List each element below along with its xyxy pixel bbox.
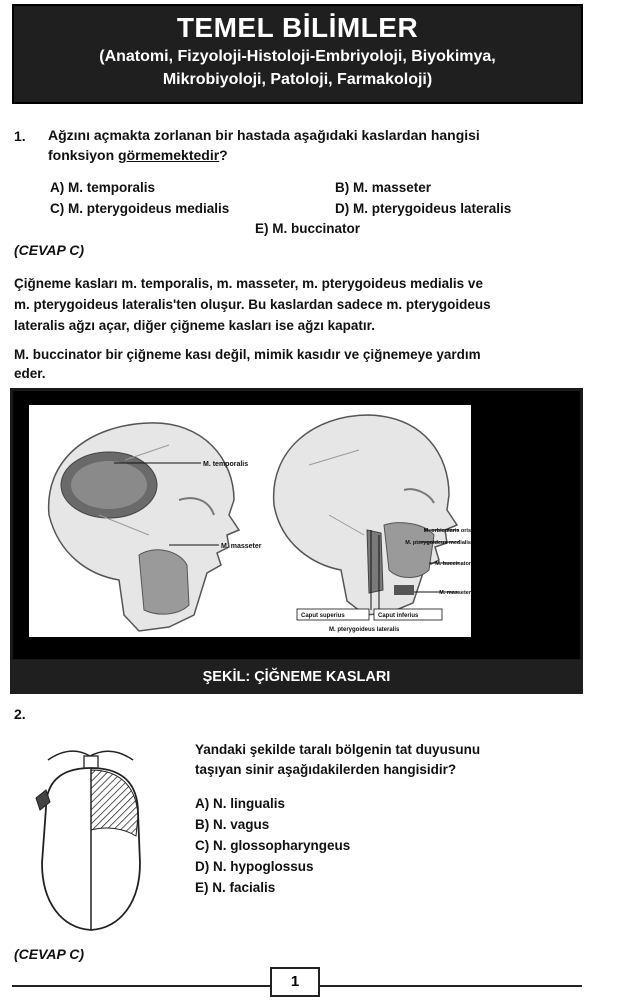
q2-option-a: A) N. lingualis — [195, 796, 286, 811]
q2-option-b: B) N. vagus — [195, 817, 270, 832]
q2-option-c: C) N. glossopharyngeus — [195, 838, 351, 853]
skull-illustration — [29, 405, 471, 637]
q1-answer: (CEVAP C) — [14, 242, 84, 258]
footer-line-right — [320, 985, 582, 987]
footer-line-left — [12, 985, 270, 987]
q1-option-d: D) M. pterygoideus lateralis — [335, 201, 512, 216]
label-masseter-right: M. masseter — [439, 590, 471, 596]
label-orbicularis: M. orbicularis oris — [423, 528, 471, 534]
q1-explanation-1-line-2: m. pterygoideus lateralis'ten oluşur. Bu kaslardan sadece m. pterygoideus — [14, 297, 491, 312]
q1-option-e: E) M. buccinator — [255, 221, 361, 236]
q2-option-d: D) N. hypoglossus — [195, 859, 314, 874]
q1-option-b: B) M. masseter — [335, 180, 432, 195]
figure-chewing-muscles — [10, 388, 583, 662]
q2-option-e: E) N. facialis — [195, 880, 276, 895]
q1-option-a: A) M. temporalis — [50, 180, 156, 195]
label-pterygoideus-medialis: M. pterygoideus medialis — [405, 540, 471, 546]
q1-option-c: C) M. pterygoideus medialis — [50, 201, 230, 216]
page-number: 1 — [270, 967, 320, 997]
header-banner — [12, 4, 583, 104]
subtitle-line-2: Mikrobiyoloji, Patoloji, Farmakoloji) — [162, 71, 433, 88]
label-temporalis: M. temporalis — [203, 461, 249, 468]
q1-explanation-2-line-1: M. buccinator bir çiğneme kası değil, mimik kasıdır ve çiğnemeye yardım — [14, 347, 481, 362]
label-buccinator: M. buccinator — [435, 561, 471, 567]
q1-explanation-1-line-1: Çiğneme kasları m. temporalis, m. masseter, m. pterygoideus medialis ve — [14, 276, 483, 291]
label-masseter-left: M. masseter — [221, 543, 262, 550]
tongue-diagram — [28, 738, 158, 938]
page-title: TEMEL BİLİMLER — [176, 12, 419, 43]
question-1-text-pre: fonksiyon — [48, 147, 119, 163]
label-caput-inferius: Caput inferius — [378, 613, 419, 619]
label-pterygoideus-lateralis: M. pterygoideus lateralis — [329, 627, 400, 633]
q1-explanation-1-line-3: lateralis ağzı açar, diğer çiğneme kasları ise ağzı kapatır. — [14, 318, 375, 333]
question-1-text-line-1: Ağzını açmakta zorlanan bir hastada aşağıdaki kaslardan hangisi — [48, 127, 480, 143]
label-caput-superius: Caput superius — [301, 613, 345, 619]
q2-answer: (CEVAP C) — [14, 946, 84, 962]
question-1-text-line-2 — [48, 145, 228, 165]
right-skull-drawing — [274, 415, 457, 615]
figure-caption: ŞEKİL: ÇİĞNEME KASLARI — [10, 660, 583, 694]
figure-illustration — [29, 405, 471, 637]
subtitle-line-1: (Anatomi, Fizyoloji-Histoloji-Embriyoloji, Biyokimya, — [99, 48, 496, 65]
question-2-text-line-2: taşıyan sinir aşağıdakilerden hangisidir? — [195, 762, 457, 777]
q1-explanation-2-line-2: eder. — [14, 366, 46, 381]
question-1-number: 1. — [14, 128, 26, 144]
question-1-underlined-word: görmemektedir — [118, 147, 220, 163]
question-2-number: 2. — [14, 706, 26, 722]
question-2-text-line-1: Yandaki şekilde taralı bölgenin tat duyusunu — [195, 742, 481, 757]
left-skull-drawing — [49, 423, 239, 631]
question-1-text-post: ? — [219, 147, 228, 163]
